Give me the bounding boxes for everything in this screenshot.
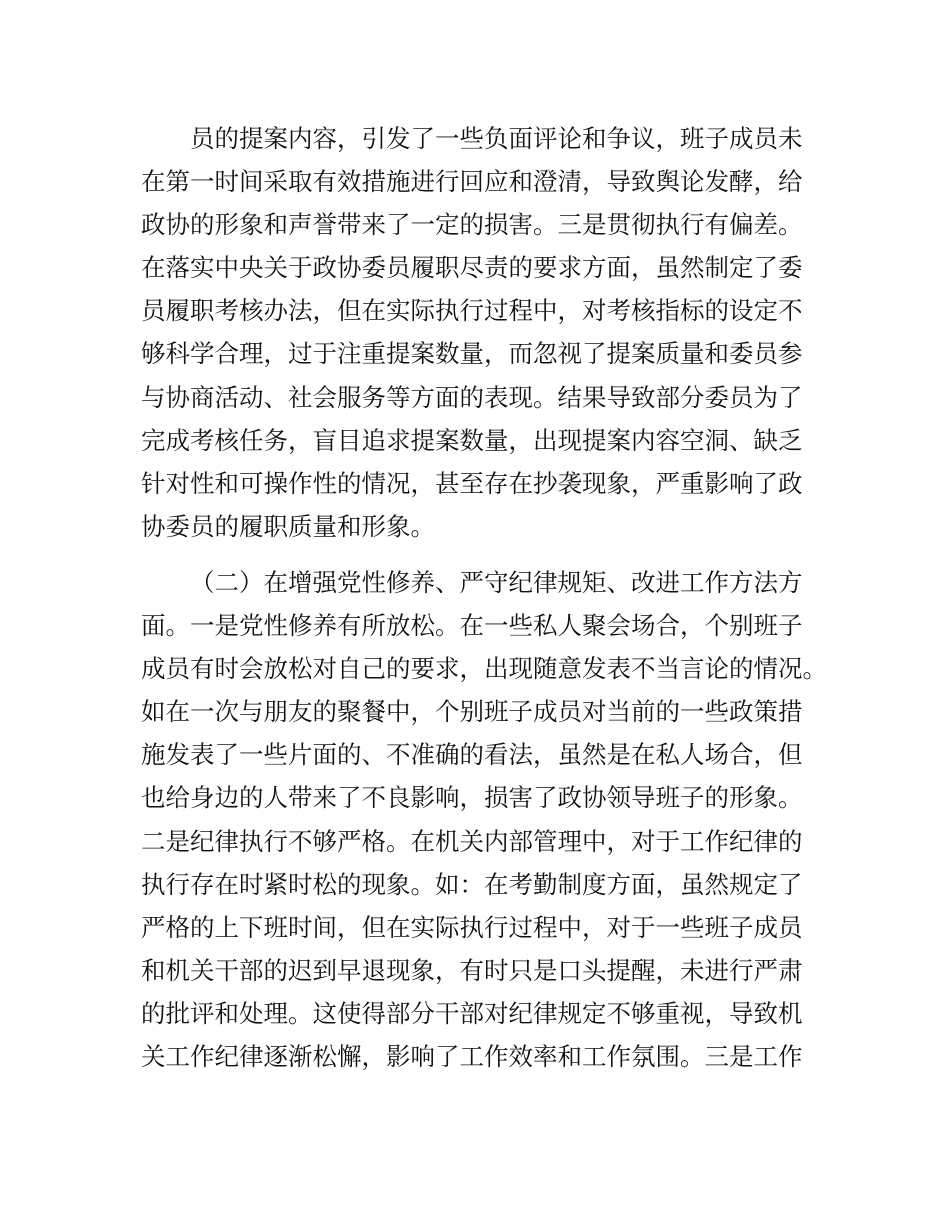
text-line: 在落实中央关于政协委员履职尽责的要求方面，虽然制定了委 [141, 253, 803, 283]
text-line: 严格的上下班时间，但在实际执行过程中，对于一些班子成员 [141, 912, 803, 942]
text-line: 二是纪律执行不够严格。在机关内部管理中，对于工作纪律的 [141, 826, 803, 856]
text-line: （二）在增强党性修养、严守纪律规矩、改进工作方法方 [190, 567, 803, 597]
paragraph-spacer [141, 548, 821, 561]
text-line: 和机关干部的迟到早退现象，有时只是口头提醒，未进行严肃 [141, 955, 803, 985]
text-line: 在第一时间采取有效措施进行回应和澄清，导致舆论发酵，给 [141, 167, 803, 197]
text-line: 针对性和可操作性的情况，甚至存在抄袭现象，严重影响了政 [141, 468, 803, 498]
text-line: 也给身边的人带来了不良影响，损害了政协领导班子的形象。 [141, 783, 803, 813]
text-line: 施发表了一些片面的、不准确的看法，虽然是在私人场合，但 [141, 740, 803, 770]
text-line: 协委员的履职质量和形象。 [141, 511, 435, 541]
text-line: 够科学合理，过于注重提案数量，而忽视了提案质量和委员参 [141, 339, 803, 369]
text-line: 完成考核任务，盲目追求提案数量，出现提案内容空洞、缺乏 [141, 425, 803, 455]
text-line: 面。一是党性修养有所放松。在一些私人聚会场合，个别班子 [141, 611, 803, 641]
text-line: 成员有时会放松对自己的要求，出现随意发表不当言论的情况。 [141, 654, 827, 684]
text-line: 与协商活动、社会服务等方面的表现。结果导致部分委员为了 [141, 382, 803, 412]
text-line: 员的提案内容，引发了一些负面评论和争议，班子成员未 [190, 124, 803, 153]
body-text [141, 117, 827, 1078]
paragraph [141, 561, 827, 1078]
text-line: 的批评和处理。这使得部分干部对纪律规定不够重视，导致机 [141, 998, 803, 1028]
text-line: 执行存在时紧时松的现象。如：在考勤制度方面，虽然规定了 [141, 869, 803, 899]
paragraph [141, 117, 821, 548]
text-line: 关工作纪律逐渐松懈，影响了工作效率和工作氛围。三是工作 [141, 1041, 803, 1071]
text-line: 如在一次与朋友的聚餐中，个别班子成员对当前的一些政策措 [141, 697, 803, 727]
text-line: 员履职考核办法，但在实际执行过程中，对考核指标的设定不 [141, 296, 803, 326]
text-line: 政协的形象和声誉带来了一定的损害。三是贯彻执行有偏差。 [141, 210, 803, 240]
